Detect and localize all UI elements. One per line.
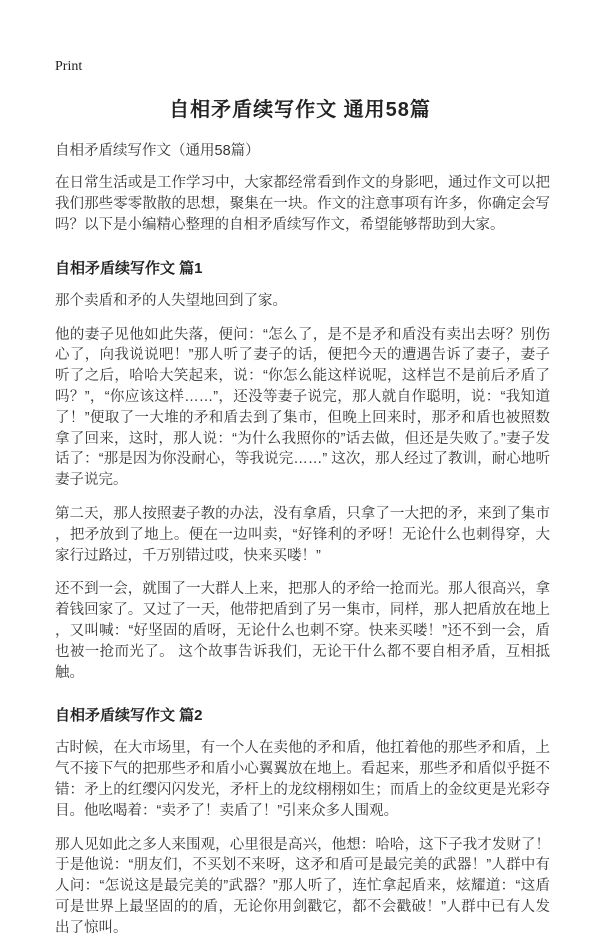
paragraph: 他的妻子见他如此失落，便问：“怎么了，是不是矛和盾没有卖出去呀？别伤心了，向我说说吧！”那人听了妻子的话，便把今天的遭遇告诉了妻子，妻子听了之后，哈哈大笑起来，说：“你怎么能这样说呢，这样岂不是前后矛盾了吗？”，“你应该这样……”，还没等妻子说完，那人就自作聪明，说：“我知道了！”便取了一大堆的矛和盾去到了集市，但晚上回来时，那矛和盾也被照数拿了回来，这时，那人说：“为什么我照你的”话去做，但还是失败了。”妻子发话了：“那是因为你没耐心，等我说完……” 这次，那人经过了教训，耐心地听妻子说完。: [55, 326, 550, 489]
section-heading-essay-1: 自相矛盾续写作文 篇1: [55, 259, 203, 277]
paragraph: 还不到一会，就围了一大群人上来，把那人的矛给一抢而光。那人很高兴，拿着钱回家了。又过了一天，他带把盾到了另一集市，同样，那人把盾放在地上，又叫喊：“好坚固的盾呀，无论什么也刺不穿。快来买喽！”还不到一会，盾也被一抢而光了。 这个故事告诉我们，无论干什么都不要自相矛盾，互相抵触。: [55, 581, 550, 681]
section-heading-essay-2: 自相矛盾续写作文 篇2: [55, 707, 203, 725]
intro-paragraph: 在日常生活或是工作学习中，大家都经常看到作文的身影吧，通过作文可以把我们那些零零散散的思想，聚集在一块。作文的注意事项有许多，你确定会写吗？以下是小编精心整理的自相矛盾续写作文，希望能够帮助到大家。: [55, 175, 550, 233]
paragraph: 那个卖盾和矛的人失望地回到了家。: [55, 292, 287, 309]
document-page: [0, 13, 600, 936]
page-title: 自相矛盾续写作文 通用58篇: [169, 99, 431, 122]
paragraph: 那人见如此之多人来围观，心里很是高兴，他想：哈哈，这下子我才发财了！于是他说：“朋友们，不买划不来呀，这矛和盾可是最完美的武器！”人群中有人问：“怎说这是最完美的”武器？”那人听了，连忙拿起盾来，炫耀道：“这盾可是世界上最坚固的的盾，无论你用剑戳它，都不会戳破！”人群中已有人发出了惊叫。: [55, 836, 550, 936]
print-link[interactable]: Print: [55, 59, 83, 75]
document-subtitle: 自相矛盾续写作文（通用58篇）: [55, 143, 260, 160]
document-body: [0, 139, 600, 938]
paragraph: 古时候，在大市场里，有一个人在卖他的矛和盾，他扛着他的那些矛和盾，上气不接下气的把那些矛和盾小心翼翼放在地上。看起来，那些矛和盾似乎挺不错：矛上的红缨闪闪发光，矛杆上的龙纹栩栩如生；而盾上的金纹更是光彩夺目。他吆喝着：“卖矛了！卖盾了！”引来众多人围观。: [55, 740, 550, 819]
paragraph: 第二天，那人按照妻子教的办法，没有拿盾，只拿了一大把的矛，来到了集市，把矛放到了地上。便在一边叫卖，“好锋利的矛呀！无论什么也刺得穿，大家行过路过，千万别错过哎，快来买喽！”: [55, 505, 550, 564]
